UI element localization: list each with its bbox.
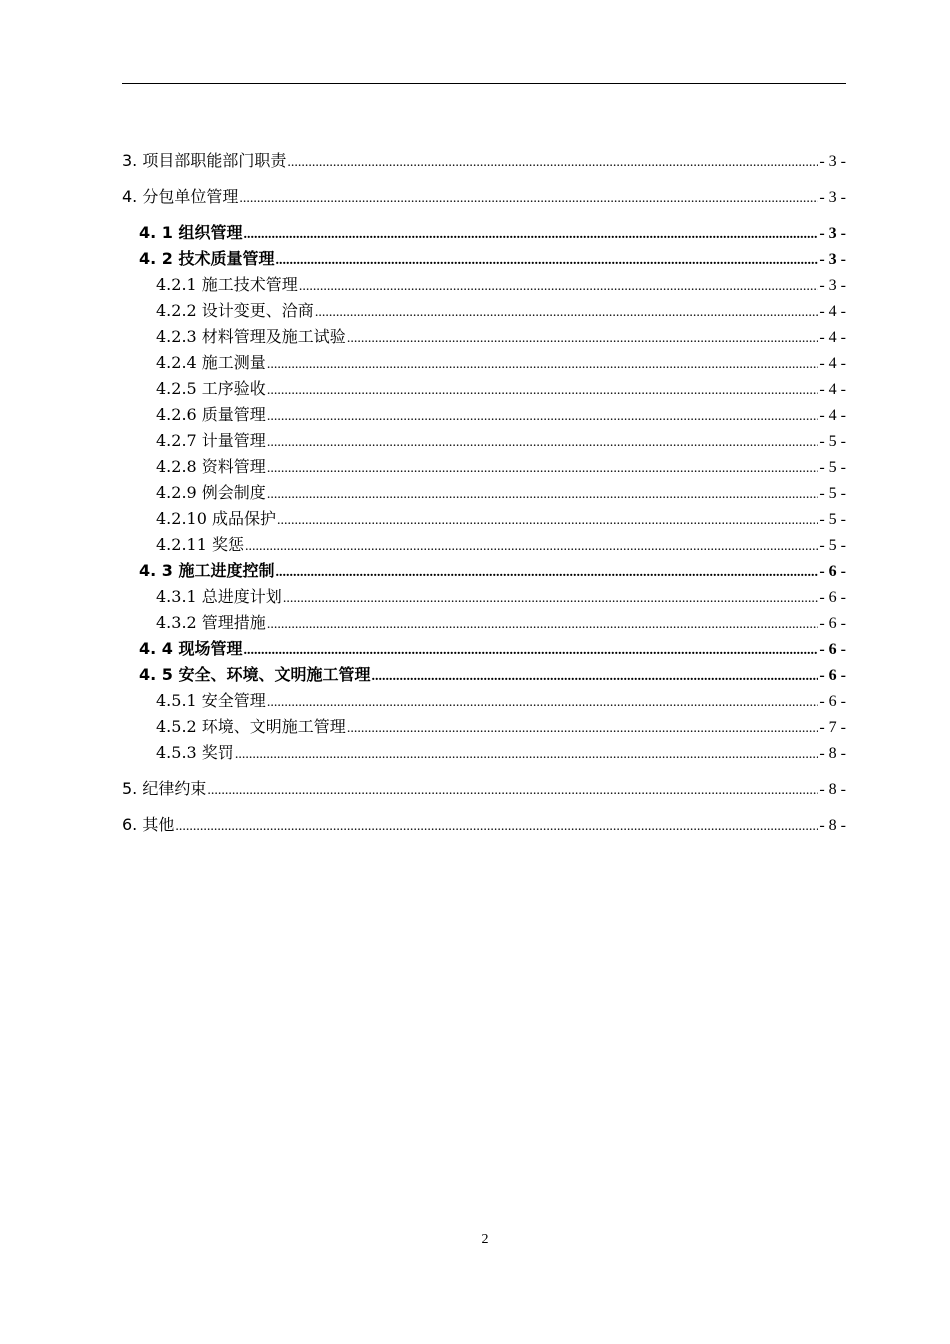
toc-entry-label: 4.2.6 质量管理: [156, 405, 266, 424]
toc-entry-label: 5. 纪律约束: [122, 779, 207, 798]
toc-entry-page: - 5 -: [819, 511, 846, 528]
table-of-contents: [122, 148, 846, 838]
toc-entry-label: 4.2.9 例会制度: [156, 483, 266, 502]
dot-leader: [207, 778, 818, 804]
toc-entry-page: - 6 -: [819, 693, 846, 710]
toc-entry-4-2-1[interactable]: [122, 272, 846, 298]
toc-entry-label: 4. 5 安全、环境、文明施工管理: [139, 665, 371, 684]
dot-leader: [347, 326, 819, 352]
toc-entry-page: - 3 -: [819, 225, 846, 242]
toc-entry-4-5[interactable]: [122, 662, 846, 688]
toc-entry-4[interactable]: [122, 184, 846, 210]
toc-entry-4-4[interactable]: [122, 636, 846, 662]
dot-leader: [244, 222, 819, 248]
dot-leader: [276, 560, 819, 586]
toc-entry-5[interactable]: [122, 776, 846, 802]
toc-entry-4-2-9[interactable]: [122, 480, 846, 506]
toc-entry-page: - 3 -: [819, 189, 846, 206]
dot-leader: [245, 534, 818, 560]
toc-entry-4-2-4[interactable]: [122, 350, 846, 376]
dot-leader: [267, 378, 819, 404]
toc-entry-page: - 5 -: [819, 537, 846, 554]
dot-leader: [287, 150, 818, 176]
toc-entry-page: - 8 -: [819, 781, 846, 798]
toc-entry-4-5-2[interactable]: [122, 714, 846, 740]
dot-leader: [239, 186, 818, 212]
dot-leader: [277, 508, 818, 534]
toc-entry-page: - 5 -: [819, 459, 846, 476]
toc-entry-label: 4.2.7 计量管理: [156, 431, 266, 450]
toc-entry-label: 4.2.2 设计变更、洽商: [156, 301, 314, 320]
toc-entry-page: - 5 -: [819, 433, 846, 450]
dot-leader: [267, 482, 819, 508]
toc-entry-6[interactable]: [122, 812, 846, 838]
toc-entry-label: 6. 其他: [122, 815, 175, 834]
toc-entry-label: 4.2.4 施工测量: [156, 353, 266, 372]
dot-leader: [267, 352, 819, 378]
dot-leader: [347, 716, 819, 742]
toc-entry-4-3-2[interactable]: [122, 610, 846, 636]
toc-entry-page: - 6 -: [819, 667, 846, 684]
toc-entry-page: - 3 -: [819, 153, 846, 170]
toc-entry-4-2-5[interactable]: [122, 376, 846, 402]
toc-entry-label: 4. 1 组织管理: [139, 223, 243, 242]
dot-leader: [244, 638, 819, 664]
dot-leader: [267, 456, 819, 482]
toc-entry-page: - 7 -: [819, 719, 846, 736]
dot-leader: [175, 814, 818, 840]
toc-entry-page: - 5 -: [819, 485, 846, 502]
toc-entry-page: - 8 -: [819, 745, 846, 762]
toc-entry-label: 4.2.5 工序验收: [156, 379, 266, 398]
toc-entry-label: 3. 项目部职能部门职责: [122, 151, 287, 170]
toc-entry-page: - 3 -: [819, 251, 846, 268]
toc-entry-4-5-1[interactable]: [122, 688, 846, 714]
toc-entry-4-2-8[interactable]: [122, 454, 846, 480]
toc-entry-label: 4.3.1 总进度计划: [156, 587, 282, 606]
toc-entry-label: 4. 4 现场管理: [139, 639, 243, 658]
toc-entry-4-1[interactable]: [122, 220, 846, 246]
toc-entry-page: - 8 -: [819, 817, 846, 834]
dot-leader: [283, 586, 819, 612]
toc-entry-4-3-1[interactable]: [122, 584, 846, 610]
toc-entry-4-2-7[interactable]: [122, 428, 846, 454]
toc-entry-3[interactable]: [122, 148, 846, 174]
dot-leader: [315, 300, 819, 326]
toc-entry-4-3[interactable]: [122, 558, 846, 584]
toc-entry-4-5-3[interactable]: [122, 740, 846, 766]
toc-entry-page: - 4 -: [819, 329, 846, 346]
toc-entry-label: 4.5.1 安全管理: [156, 691, 266, 710]
toc-entry-page: - 6 -: [819, 641, 846, 658]
dot-leader: [372, 664, 819, 690]
toc-entry-label: 4.2.10 成品保护: [156, 509, 276, 528]
dot-leader: [267, 612, 819, 638]
dot-leader: [299, 274, 819, 300]
toc-entry-label: 4. 分包单位管理: [122, 187, 239, 206]
toc-entry-page: - 6 -: [819, 589, 846, 606]
toc-entry-4-2-2[interactable]: [122, 298, 846, 324]
toc-entry-page: - 6 -: [819, 615, 846, 632]
dot-leader: [267, 404, 819, 430]
dot-leader: [235, 742, 819, 768]
page-number: 2: [481, 1232, 489, 1247]
toc-entry-4-2-6[interactable]: [122, 402, 846, 428]
dot-leader: [267, 690, 819, 716]
toc-entry-4-2-11[interactable]: [122, 532, 846, 558]
toc-entry-label: 4.2.3 材料管理及施工试验: [156, 327, 346, 346]
toc-entry-label: 4.2.11 奖惩: [156, 535, 244, 554]
toc-entry-label: 4.3.2 管理措施: [156, 613, 266, 632]
toc-entry-label: 4.2.8 资料管理: [156, 457, 266, 476]
toc-entry-4-2-10[interactable]: [122, 506, 846, 532]
toc-entry-page: - 6 -: [819, 563, 846, 580]
toc-entry-4-2-3[interactable]: [122, 324, 846, 350]
toc-entry-page: - 3 -: [819, 277, 846, 294]
header-rule: [122, 83, 846, 84]
toc-entry-page: - 4 -: [819, 303, 846, 320]
toc-entry-page: - 4 -: [819, 381, 846, 398]
toc-entry-4-2[interactable]: [122, 246, 846, 272]
toc-entry-label: 4.2.1 施工技术管理: [156, 275, 298, 294]
toc-entry-label: 4. 3 施工进度控制: [139, 561, 275, 580]
toc-entry-page: - 4 -: [819, 407, 846, 424]
toc-entry-label: 4. 2 技术质量管理: [139, 249, 275, 268]
toc-entry-label: 4.5.3 奖罚: [156, 743, 234, 762]
dot-leader: [276, 248, 819, 274]
toc-entry-label: 4.5.2 环境、文明施工管理: [156, 717, 346, 736]
dot-leader: [267, 430, 819, 456]
toc-entry-page: - 4 -: [819, 355, 846, 372]
